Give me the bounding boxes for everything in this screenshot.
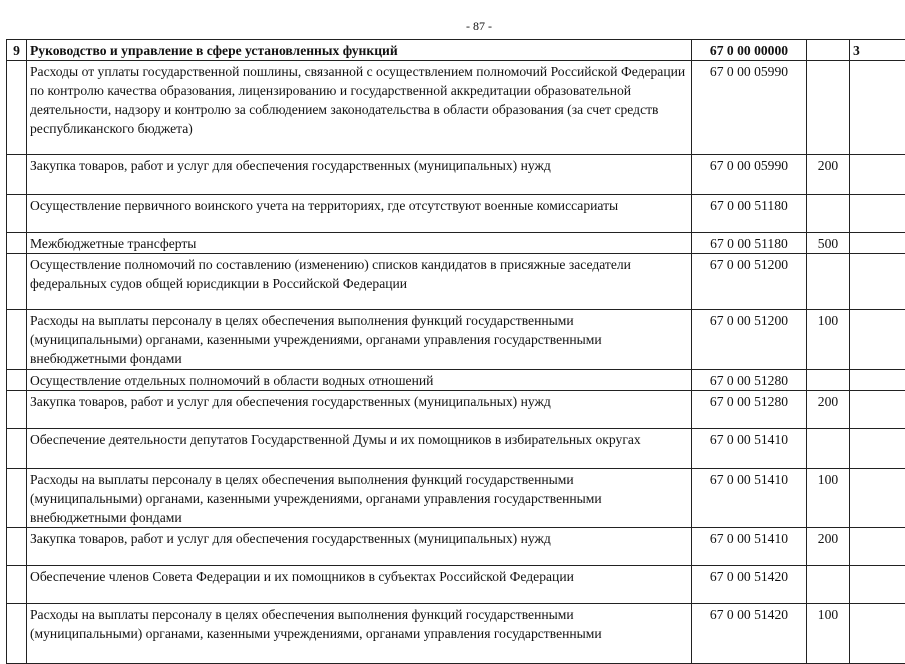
row-number-cell [7,528,27,566]
row-vr: 100 [807,604,850,664]
row-amount-cell [850,391,905,429]
row-number-cell [7,566,27,604]
row-code: 67 0 00 51420 [692,566,807,604]
row-code: 67 0 00 51410 [692,469,807,528]
table-row [7,310,905,370]
table-row [7,254,905,310]
row-amount-cell [850,528,905,566]
row-name: Межбюджетные трансферты [27,233,692,254]
section-header-row [7,40,905,61]
row-vr [807,566,850,604]
row-number-cell [7,155,27,195]
row-code: 67 0 00 51180 [692,233,807,254]
row-number-cell [7,254,27,310]
table-row [7,391,905,429]
table-row [7,469,905,528]
row-code: 67 0 00 51280 [692,370,807,391]
row-code: 67 0 00 51420 [692,604,807,664]
row-name: Осуществление первичного воинского учета на территориях, где отсутствуют военные комиссариаты [27,195,692,233]
row-code: 67 0 00 51200 [692,254,807,310]
row-number-cell [7,233,27,254]
row-code: 67 0 00 05990 [692,155,807,195]
row-number-cell [7,61,27,155]
row-amount-cell [850,254,905,310]
section-title: Руководство и управление в сфере установленных функций [27,40,692,61]
section-number: 9 [7,40,27,61]
table-row [7,566,905,604]
row-code: 67 0 00 05990 [692,61,807,155]
row-amount-cell [850,233,905,254]
row-name: Расходы на выплаты персоналу в целях обеспечения выполнения функций государственными (муниципальными) органами, казенными учреждениями, органами управления государственными внебюджетными фондами [27,469,692,528]
section-amount-cut: 3 [850,40,905,61]
table-row [7,370,905,391]
row-vr: 200 [807,155,850,195]
row-name: Обеспечение членов Совета Федерации и их помощников в субъектах Российской Федерации [27,566,692,604]
table-row [7,61,905,155]
row-code: 67 0 00 51410 [692,429,807,469]
row-name: Осуществление отдельных полномочий в области водных отношений [27,370,692,391]
section-code: 67 0 00 00000 [692,40,807,61]
row-amount-cell [850,370,905,391]
row-name: Закупка товаров, работ и услуг для обеспечения государственных (муниципальных) нужд [27,155,692,195]
row-name: Расходы на выплаты персоналу в целях обеспечения выполнения функций государственными (муниципальными) органами, казенными учреждениями, органами управления государственными [27,604,692,664]
row-number-cell [7,429,27,469]
row-name: Расходы на выплаты персоналу в целях обеспечения выполнения функций государственными (муниципальными) органами, казенными учреждениями, органами управления государственными внебюджетными фондами [27,310,692,370]
row-amount-cell [850,61,905,155]
table-row [7,155,905,195]
row-amount-cell [850,195,905,233]
row-amount-cell [850,604,905,664]
budget-table [6,39,905,664]
table-row [7,233,905,254]
row-vr [807,61,850,155]
row-name: Расходы от уплаты государственной пошлины, связанной с осуществлением полномочий Российской Федерации по контролю качества образования, лицензированию и государственной аккредитации образовательной деятельности, надзору и контролю за соблюдением законодательства в области образования (за счет средств республиканского бюджета) [27,61,692,155]
row-code: 67 0 00 51200 [692,310,807,370]
section-vr [807,40,850,61]
row-name: Закупка товаров, работ и услуг для обеспечения государственных (муниципальных) нужд [27,528,692,566]
row-vr: 500 [807,233,850,254]
row-number-cell [7,469,27,528]
row-amount-cell [850,469,905,528]
page-number: - 87 - [466,19,492,33]
row-vr [807,254,850,310]
row-vr [807,370,850,391]
row-vr [807,195,850,233]
row-vr: 200 [807,391,850,429]
table-row [7,429,905,469]
row-vr: 100 [807,469,850,528]
table-row [7,528,905,566]
table-row [7,604,905,664]
row-number-cell [7,195,27,233]
row-name: Обеспечение деятельности депутатов Государственной Думы и их помощников в избирательных округах [27,429,692,469]
row-code: 67 0 00 51280 [692,391,807,429]
row-amount-cell [850,310,905,370]
row-name: Закупка товаров, работ и услуг для обеспечения государственных (муниципальных) нужд [27,391,692,429]
row-name: Осуществление полномочий по составлению (изменению) списков кандидатов в присяжные заседатели федеральных судов общей юрисдикции в Российской Федерации [27,254,692,310]
row-vr [807,429,850,469]
row-amount-cell [850,155,905,195]
row-number-cell [7,370,27,391]
row-vr: 200 [807,528,850,566]
row-vr: 100 [807,310,850,370]
table-row [7,195,905,233]
row-code: 67 0 00 51410 [692,528,807,566]
row-amount-cell [850,429,905,469]
row-amount-cell [850,566,905,604]
row-number-cell [7,310,27,370]
row-code: 67 0 00 51180 [692,195,807,233]
row-number-cell [7,391,27,429]
row-number-cell [7,604,27,664]
